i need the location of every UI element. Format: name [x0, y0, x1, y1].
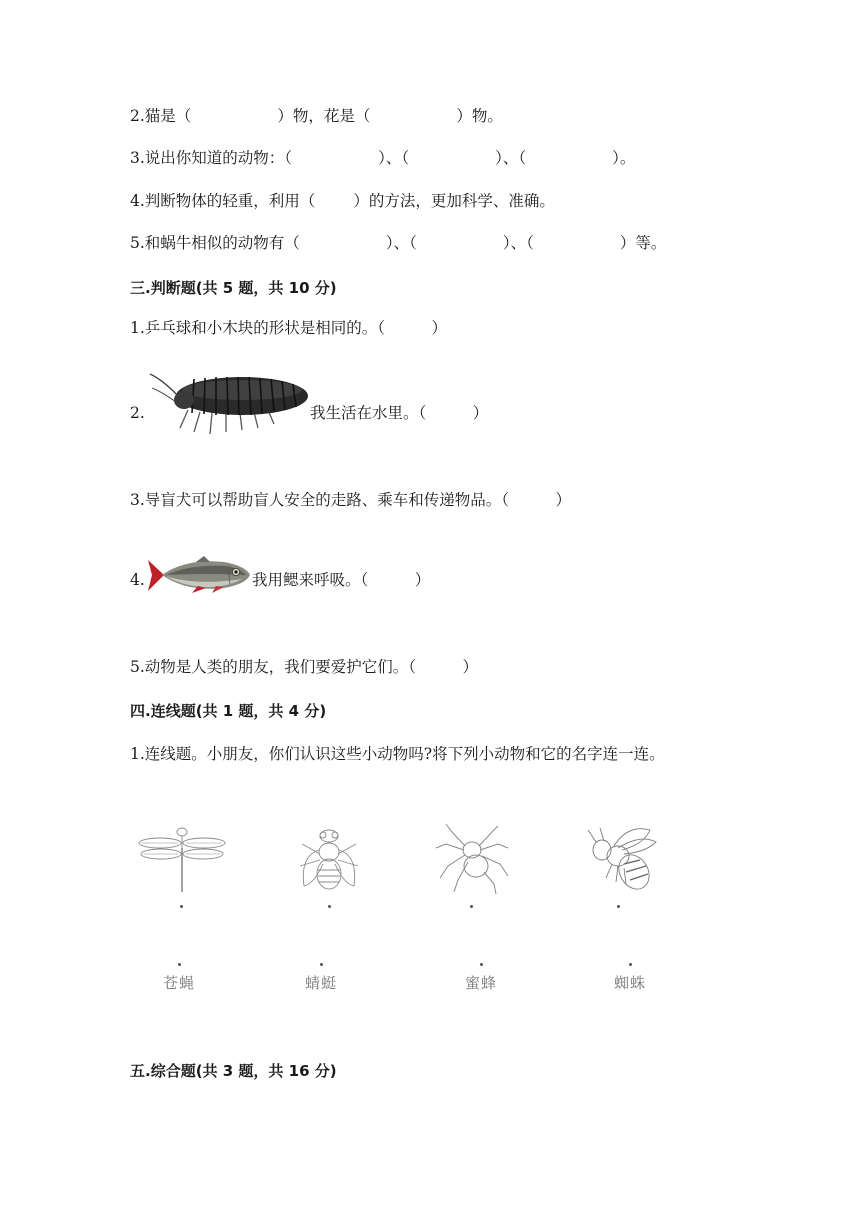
- section-heading-matching: 四.连线题(共 1 题，共 4 分): [130, 702, 327, 720]
- match-dot[interactable]: [617, 905, 620, 908]
- fill-in-question-2: 2.猫是（ ）物，花是（ ）物。: [130, 107, 503, 125]
- dragonfly-icon: [138, 826, 226, 896]
- fish-photo: [146, 556, 252, 594]
- match-dot[interactable]: [480, 963, 483, 966]
- match-dot[interactable]: [328, 905, 331, 908]
- judgement-question-1: 1.乒乓球和小木块的形状是相同的。（ ）: [130, 319, 448, 337]
- section-heading-comprehensive: 五.综合题(共 3 题，共 16 分): [130, 1062, 337, 1080]
- pill-bug-photo: [148, 366, 310, 438]
- spider-icon: [432, 822, 512, 894]
- name-label-zhizhu: 蜘蛛: [614, 974, 647, 992]
- fly-icon: [296, 826, 362, 898]
- name-label-mifeng: 蜜蜂: [465, 974, 498, 992]
- match-dot[interactable]: [180, 905, 183, 908]
- fill-in-question-3: 3.说出你知道的动物：（ ）、（ ）、（ ）。: [130, 149, 636, 167]
- matching-question-1: 1.连线题。小朋友，你们认识这些小动物吗?将下列小动物和它的名字连一连。: [130, 745, 665, 763]
- match-dot[interactable]: [320, 963, 323, 966]
- match-dot[interactable]: [470, 905, 473, 908]
- match-dot[interactable]: [629, 963, 632, 966]
- judgement-question-2-number: 2.: [130, 404, 145, 422]
- section-heading-judgement: 三.判断题(共 5 题，共 10 分): [130, 279, 337, 297]
- fill-in-question-5: 5.和蜗牛相似的动物有（ ）、（ ）、（ ）等。: [130, 234, 667, 252]
- match-dot[interactable]: [178, 963, 181, 966]
- judgement-question-3: 3.导盲犬可以帮助盲人安全的走路、乘车和传递物品。（ ）: [130, 491, 572, 509]
- name-label-qingting: 蜻蜓: [305, 974, 338, 992]
- fill-in-question-4: 4.判断物体的轻重，利用（ ）的方法，更加科学、准确。: [130, 192, 555, 210]
- bee-icon: [584, 824, 658, 894]
- judgement-question-2-text: 我生活在水里。（ ）: [310, 404, 489, 422]
- judgement-question-4-text: 我用鳃来呼吸。（ ）: [252, 571, 431, 589]
- judgement-question-5: 5.动物是人类的朋友，我们要爱护它们。（ ）: [130, 658, 479, 676]
- judgement-question-4-number: 4.: [130, 571, 145, 589]
- name-label-cangying: 苍蝇: [163, 974, 196, 992]
